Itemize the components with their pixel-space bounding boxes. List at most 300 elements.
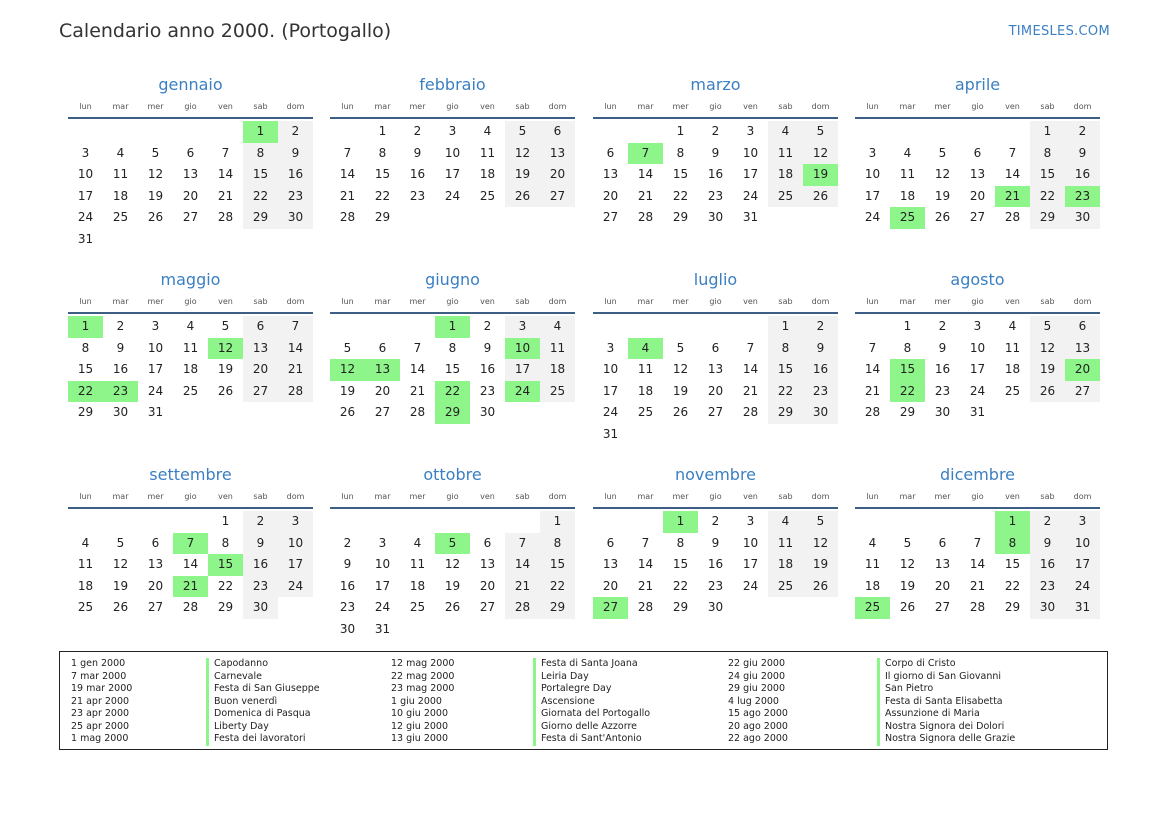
- day-cell[interactable]: 28: [864, 405, 881, 419]
- holiday-day-cell[interactable]: 22: [68, 381, 103, 403]
- day-cell[interactable]: 29: [672, 600, 689, 614]
- holiday-day-cell[interactable]: 1: [435, 316, 470, 338]
- day-cell[interactable]: 26: [934, 210, 951, 224]
- day-cell[interactable]: 23: [934, 383, 951, 398]
- day-cell[interactable]: 18: [1004, 362, 1021, 376]
- day-cell[interactable]: 18: [182, 362, 199, 376]
- day-cell[interactable]: 30: [243, 597, 278, 619]
- day-cell[interactable]: 21: [969, 578, 986, 593]
- day-cell[interactable]: 14: [1004, 167, 1021, 181]
- day-cell[interactable]: 20: [707, 383, 724, 398]
- day-cell[interactable]: 19: [217, 362, 234, 376]
- day-cell[interactable]: 7: [343, 145, 352, 160]
- day-cell[interactable]: 19: [803, 554, 838, 576]
- day-cell[interactable]: 17: [77, 188, 94, 203]
- day-cell[interactable]: 28: [505, 597, 540, 619]
- day-cell[interactable]: 5: [803, 511, 838, 533]
- day-cell[interactable]: 21: [409, 383, 426, 398]
- day-cell[interactable]: 30: [1030, 597, 1065, 619]
- day-cell[interactable]: 3: [151, 319, 160, 333]
- day-cell[interactable]: 24: [147, 383, 164, 398]
- day-cell[interactable]: 10: [969, 340, 986, 355]
- day-cell[interactable]: 9: [938, 340, 947, 355]
- day-cell[interactable]: 11: [768, 143, 803, 165]
- day-cell[interactable]: 12: [147, 167, 164, 181]
- day-cell[interactable]: 14: [409, 362, 426, 376]
- day-cell[interactable]: 3: [378, 535, 387, 550]
- day-cell[interactable]: 1: [540, 511, 575, 533]
- day-cell[interactable]: 26: [899, 600, 916, 614]
- day-cell[interactable]: 11: [768, 533, 803, 555]
- day-cell[interactable]: 1: [221, 514, 230, 528]
- day-cell[interactable]: 3: [868, 145, 877, 160]
- day-cell[interactable]: 22: [672, 188, 689, 203]
- day-cell[interactable]: 17: [147, 362, 164, 376]
- day-cell[interactable]: 2: [243, 511, 278, 533]
- day-cell[interactable]: 7: [413, 340, 422, 355]
- day-cell[interactable]: 19: [672, 383, 689, 398]
- day-cell[interactable]: 20: [147, 578, 164, 593]
- day-cell[interactable]: 20: [243, 359, 278, 381]
- day-cell[interactable]: 26: [147, 210, 164, 224]
- day-cell[interactable]: 29: [1030, 207, 1065, 229]
- day-cell[interactable]: 10: [147, 340, 164, 355]
- holiday-day-cell[interactable]: 19: [803, 164, 838, 186]
- day-cell[interactable]: 13: [479, 557, 496, 571]
- day-cell[interactable]: 12: [899, 557, 916, 571]
- day-cell[interactable]: 22: [540, 576, 575, 598]
- day-cell[interactable]: 23: [243, 576, 278, 598]
- day-cell[interactable]: 19: [1030, 359, 1065, 381]
- day-cell[interactable]: 5: [116, 535, 125, 550]
- day-cell[interactable]: 14: [217, 167, 234, 181]
- day-cell[interactable]: 16: [479, 362, 496, 376]
- day-cell[interactable]: 19: [505, 164, 540, 186]
- day-cell[interactable]: 11: [540, 338, 575, 360]
- holiday-day-cell[interactable]: 15: [208, 554, 243, 576]
- day-cell[interactable]: 27: [1065, 381, 1100, 403]
- day-cell[interactable]: 25: [112, 210, 129, 224]
- day-cell[interactable]: 5: [803, 121, 838, 143]
- day-cell[interactable]: 2: [343, 535, 352, 550]
- day-cell[interactable]: 27: [147, 600, 164, 614]
- day-cell[interactable]: 6: [483, 535, 492, 550]
- day-cell[interactable]: 3: [746, 514, 755, 528]
- day-cell[interactable]: 1: [378, 124, 387, 138]
- day-cell[interactable]: 9: [278, 143, 313, 165]
- day-cell[interactable]: 10: [742, 535, 759, 550]
- day-cell[interactable]: 16: [803, 359, 838, 381]
- day-cell[interactable]: 13: [602, 557, 619, 571]
- day-cell[interactable]: 6: [243, 316, 278, 338]
- day-cell[interactable]: 4: [1008, 319, 1017, 333]
- day-cell[interactable]: 26: [217, 383, 234, 398]
- day-cell[interactable]: 12: [112, 557, 129, 571]
- day-cell[interactable]: 10: [864, 167, 881, 181]
- day-cell[interactable]: 23: [479, 383, 496, 398]
- day-cell[interactable]: 16: [339, 578, 356, 593]
- day-cell[interactable]: 6: [606, 535, 615, 550]
- day-cell[interactable]: 11: [637, 362, 654, 376]
- day-cell[interactable]: 23: [409, 188, 426, 203]
- day-cell[interactable]: 28: [217, 210, 234, 224]
- holiday-day-cell[interactable]: 10: [505, 338, 540, 360]
- day-cell[interactable]: 4: [903, 145, 912, 160]
- day-cell[interactable]: 29: [77, 405, 94, 419]
- day-cell[interactable]: 10: [77, 167, 94, 181]
- day-cell[interactable]: 16: [112, 362, 129, 376]
- day-cell[interactable]: 30: [707, 210, 724, 224]
- day-cell[interactable]: 14: [339, 167, 356, 181]
- day-cell[interactable]: 3: [746, 124, 755, 138]
- day-cell[interactable]: 28: [278, 381, 313, 403]
- day-cell[interactable]: 22: [243, 186, 278, 208]
- day-cell[interactable]: 21: [864, 383, 881, 398]
- day-cell[interactable]: 20: [934, 578, 951, 593]
- day-cell[interactable]: 12: [1030, 338, 1065, 360]
- day-cell[interactable]: 2: [803, 316, 838, 338]
- day-cell[interactable]: 17: [602, 383, 619, 398]
- day-cell[interactable]: 15: [540, 554, 575, 576]
- holiday-day-cell[interactable]: 23: [103, 381, 138, 403]
- day-cell[interactable]: 18: [479, 167, 496, 181]
- day-cell[interactable]: 31: [77, 231, 94, 246]
- day-cell[interactable]: 20: [540, 164, 575, 186]
- day-cell[interactable]: 27: [969, 210, 986, 224]
- day-cell[interactable]: 13: [934, 557, 951, 571]
- day-cell[interactable]: 8: [676, 535, 685, 550]
- day-cell[interactable]: 25: [540, 381, 575, 403]
- day-cell[interactable]: 4: [868, 535, 877, 550]
- day-cell[interactable]: 31: [374, 621, 391, 636]
- day-cell[interactable]: 3: [448, 124, 457, 138]
- holiday-day-cell[interactable]: 7: [173, 533, 208, 555]
- day-cell[interactable]: 17: [864, 188, 881, 203]
- day-cell[interactable]: 26: [803, 576, 838, 598]
- day-cell[interactable]: 14: [182, 557, 199, 571]
- holiday-day-cell[interactable]: 7: [628, 143, 663, 165]
- day-cell[interactable]: 18: [768, 164, 803, 186]
- day-cell[interactable]: 11: [1004, 340, 1021, 355]
- day-cell[interactable]: 12: [934, 167, 951, 181]
- day-cell[interactable]: 13: [1065, 338, 1100, 360]
- day-cell[interactable]: 4: [413, 535, 422, 550]
- holiday-day-cell[interactable]: 29: [435, 402, 470, 424]
- day-cell[interactable]: 24: [444, 188, 461, 203]
- holiday-day-cell[interactable]: 27: [593, 597, 628, 619]
- day-cell[interactable]: 25: [77, 600, 94, 614]
- holiday-day-cell[interactable]: 1: [663, 511, 698, 533]
- day-cell[interactable]: 8: [221, 535, 230, 550]
- day-cell[interactable]: 5: [221, 319, 230, 333]
- day-cell[interactable]: 20: [479, 578, 496, 593]
- day-cell[interactable]: 28: [182, 600, 199, 614]
- day-cell[interactable]: 30: [278, 207, 313, 229]
- day-cell[interactable]: 7: [278, 316, 313, 338]
- day-cell[interactable]: 26: [112, 600, 129, 614]
- day-cell[interactable]: 12: [803, 533, 838, 555]
- day-cell[interactable]: 14: [505, 554, 540, 576]
- day-cell[interactable]: 3: [973, 319, 982, 333]
- holiday-day-cell[interactable]: 25: [890, 207, 925, 229]
- day-cell[interactable]: 24: [1065, 576, 1100, 598]
- day-cell[interactable]: 14: [637, 167, 654, 181]
- day-cell[interactable]: 23: [803, 381, 838, 403]
- day-cell[interactable]: 28: [637, 210, 654, 224]
- day-cell[interactable]: 15: [77, 362, 94, 376]
- day-cell[interactable]: 2: [1030, 511, 1065, 533]
- day-cell[interactable]: 17: [742, 167, 759, 181]
- day-cell[interactable]: 21: [637, 188, 654, 203]
- holiday-day-cell[interactable]: 20: [1065, 359, 1100, 381]
- day-cell[interactable]: 7: [221, 145, 230, 160]
- day-cell[interactable]: 29: [768, 402, 803, 424]
- day-cell[interactable]: 5: [676, 340, 685, 355]
- day-cell[interactable]: 9: [413, 145, 422, 160]
- day-cell[interactable]: 11: [899, 167, 916, 181]
- day-cell[interactable]: 11: [182, 340, 199, 355]
- day-cell[interactable]: 22: [1004, 578, 1021, 593]
- day-cell[interactable]: 9: [1030, 533, 1065, 555]
- day-cell[interactable]: 29: [899, 405, 916, 419]
- day-cell[interactable]: 10: [444, 145, 461, 160]
- holiday-day-cell[interactable]: 15: [890, 359, 925, 381]
- day-cell[interactable]: 13: [707, 362, 724, 376]
- day-cell[interactable]: 5: [1030, 316, 1065, 338]
- day-cell[interactable]: 8: [81, 340, 90, 355]
- day-cell[interactable]: 22: [1030, 186, 1065, 208]
- day-cell[interactable]: 29: [217, 600, 234, 614]
- day-cell[interactable]: 8: [676, 145, 685, 160]
- holiday-day-cell[interactable]: 21: [995, 186, 1030, 208]
- day-cell[interactable]: 29: [1004, 600, 1021, 614]
- day-cell[interactable]: 22: [768, 381, 803, 403]
- day-cell[interactable]: 27: [374, 405, 391, 419]
- day-cell[interactable]: 24: [278, 576, 313, 598]
- day-cell[interactable]: 23: [1030, 576, 1065, 598]
- holiday-day-cell[interactable]: 8: [995, 533, 1030, 555]
- day-cell[interactable]: 1: [676, 124, 685, 138]
- day-cell[interactable]: 21: [637, 578, 654, 593]
- day-cell[interactable]: 15: [444, 362, 461, 376]
- day-cell[interactable]: 24: [742, 578, 759, 593]
- day-cell[interactable]: 13: [243, 338, 278, 360]
- day-cell[interactable]: 12: [672, 362, 689, 376]
- day-cell[interactable]: 11: [409, 557, 426, 571]
- day-cell[interactable]: 1: [768, 316, 803, 338]
- day-cell[interactable]: 25: [1004, 383, 1021, 398]
- day-cell[interactable]: 10: [742, 145, 759, 160]
- day-cell[interactable]: 14: [969, 557, 986, 571]
- day-cell[interactable]: 13: [602, 167, 619, 181]
- day-cell[interactable]: 30: [934, 405, 951, 419]
- day-cell[interactable]: 24: [742, 188, 759, 203]
- day-cell[interactable]: 27: [934, 600, 951, 614]
- day-cell[interactable]: 24: [602, 405, 619, 419]
- day-cell[interactable]: 12: [505, 143, 540, 165]
- day-cell[interactable]: 9: [343, 557, 352, 571]
- day-cell[interactable]: 22: [672, 578, 689, 593]
- day-cell[interactable]: 5: [903, 535, 912, 550]
- day-cell[interactable]: 26: [1030, 381, 1065, 403]
- day-cell[interactable]: 14: [278, 338, 313, 360]
- day-cell[interactable]: 4: [768, 121, 803, 143]
- day-cell[interactable]: 6: [606, 145, 615, 160]
- day-cell[interactable]: 26: [339, 405, 356, 419]
- day-cell[interactable]: 6: [973, 145, 982, 160]
- day-cell[interactable]: 28: [637, 600, 654, 614]
- day-cell[interactable]: 18: [768, 554, 803, 576]
- day-cell[interactable]: 2: [278, 121, 313, 143]
- day-cell[interactable]: 7: [1008, 145, 1017, 160]
- day-cell[interactable]: 27: [707, 405, 724, 419]
- day-cell[interactable]: 9: [483, 340, 492, 355]
- day-cell[interactable]: 9: [711, 145, 720, 160]
- day-cell[interactable]: 11: [479, 145, 496, 160]
- day-cell[interactable]: 21: [505, 576, 540, 598]
- day-cell[interactable]: 23: [339, 600, 356, 614]
- day-cell[interactable]: 8: [243, 143, 278, 165]
- day-cell[interactable]: 29: [243, 207, 278, 229]
- day-cell[interactable]: 3: [606, 340, 615, 355]
- day-cell[interactable]: 22: [374, 188, 391, 203]
- day-cell[interactable]: 18: [637, 383, 654, 398]
- day-cell[interactable]: 26: [505, 186, 540, 208]
- day-cell[interactable]: 3: [81, 145, 90, 160]
- day-cell[interactable]: 19: [339, 383, 356, 398]
- day-cell[interactable]: 31: [147, 405, 164, 419]
- day-cell[interactable]: 9: [711, 535, 720, 550]
- day-cell[interactable]: 29: [374, 210, 391, 224]
- day-cell[interactable]: 2: [1065, 121, 1100, 143]
- day-cell[interactable]: 27: [182, 210, 199, 224]
- day-cell[interactable]: 15: [672, 557, 689, 571]
- day-cell[interactable]: 8: [448, 340, 457, 355]
- day-cell[interactable]: 20: [182, 188, 199, 203]
- day-cell[interactable]: 18: [540, 359, 575, 381]
- day-cell[interactable]: 15: [374, 167, 391, 181]
- day-cell[interactable]: 17: [505, 359, 540, 381]
- day-cell[interactable]: 17: [444, 167, 461, 181]
- day-cell[interactable]: 6: [938, 535, 947, 550]
- day-cell[interactable]: 24: [77, 210, 94, 224]
- day-cell[interactable]: 12: [444, 557, 461, 571]
- day-cell[interactable]: 17: [278, 554, 313, 576]
- day-cell[interactable]: 21: [217, 188, 234, 203]
- day-cell[interactable]: 14: [742, 362, 759, 376]
- day-cell[interactable]: 15: [1004, 557, 1021, 571]
- day-cell[interactable]: 13: [147, 557, 164, 571]
- day-cell[interactable]: 16: [278, 164, 313, 186]
- holiday-day-cell[interactable]: 25: [855, 597, 890, 619]
- day-cell[interactable]: 18: [112, 188, 129, 203]
- day-cell[interactable]: 24: [864, 210, 881, 224]
- day-cell[interactable]: 31: [969, 405, 986, 419]
- day-cell[interactable]: 11: [77, 557, 94, 571]
- day-cell[interactable]: 17: [1065, 554, 1100, 576]
- day-cell[interactable]: 7: [641, 535, 650, 550]
- day-cell[interactable]: 4: [186, 319, 195, 333]
- day-cell[interactable]: 8: [540, 533, 575, 555]
- day-cell[interactable]: 2: [116, 319, 125, 333]
- holiday-day-cell[interactable]: 13: [365, 359, 400, 381]
- day-cell[interactable]: 15: [768, 359, 803, 381]
- day-cell[interactable]: 22: [217, 578, 234, 593]
- day-cell[interactable]: 9: [803, 338, 838, 360]
- day-cell[interactable]: 30: [479, 405, 496, 419]
- day-cell[interactable]: 26: [803, 186, 838, 208]
- day-cell[interactable]: 27: [540, 186, 575, 208]
- day-cell[interactable]: 17: [374, 578, 391, 593]
- day-cell[interactable]: 4: [116, 145, 125, 160]
- holiday-day-cell[interactable]: 12: [330, 359, 365, 381]
- day-cell[interactable]: 3: [278, 511, 313, 533]
- day-cell[interactable]: 11: [864, 557, 881, 571]
- day-cell[interactable]: 8: [1030, 143, 1065, 165]
- day-cell[interactable]: 4: [540, 316, 575, 338]
- day-cell[interactable]: 30: [339, 621, 356, 636]
- holiday-day-cell[interactable]: 23: [1065, 186, 1100, 208]
- day-cell[interactable]: 13: [969, 167, 986, 181]
- day-cell[interactable]: 25: [182, 383, 199, 398]
- day-cell[interactable]: 20: [969, 188, 986, 203]
- day-cell[interactable]: 19: [934, 188, 951, 203]
- day-cell[interactable]: 16: [1065, 164, 1100, 186]
- day-cell[interactable]: 14: [864, 362, 881, 376]
- day-cell[interactable]: 30: [1065, 207, 1100, 229]
- day-cell[interactable]: 23: [707, 188, 724, 203]
- day-cell[interactable]: 7: [868, 340, 877, 355]
- day-cell[interactable]: 19: [899, 578, 916, 593]
- day-cell[interactable]: 3: [505, 316, 540, 338]
- day-cell[interactable]: 19: [444, 578, 461, 593]
- day-cell[interactable]: 29: [672, 210, 689, 224]
- day-cell[interactable]: 8: [768, 338, 803, 360]
- day-cell[interactable]: 16: [707, 557, 724, 571]
- day-cell[interactable]: 16: [243, 554, 278, 576]
- day-cell[interactable]: 7: [746, 340, 755, 355]
- day-cell[interactable]: 4: [81, 535, 90, 550]
- day-cell[interactable]: 6: [540, 121, 575, 143]
- day-cell[interactable]: 20: [374, 383, 391, 398]
- holiday-day-cell[interactable]: 24: [505, 381, 540, 403]
- day-cell[interactable]: 2: [711, 514, 720, 528]
- holiday-day-cell[interactable]: 21: [173, 576, 208, 598]
- day-cell[interactable]: 17: [742, 557, 759, 571]
- day-cell[interactable]: 25: [768, 576, 803, 598]
- day-cell[interactable]: 24: [374, 600, 391, 614]
- day-cell[interactable]: 11: [112, 167, 129, 181]
- day-cell[interactable]: 15: [243, 164, 278, 186]
- day-cell[interactable]: 31: [602, 426, 619, 441]
- day-cell[interactable]: 26: [444, 600, 461, 614]
- day-cell[interactable]: 18: [899, 188, 916, 203]
- day-cell[interactable]: 6: [151, 535, 160, 550]
- day-cell[interactable]: 31: [742, 210, 759, 224]
- day-cell[interactable]: 21: [742, 383, 759, 398]
- day-cell[interactable]: 6: [711, 340, 720, 355]
- day-cell[interactable]: 5: [938, 145, 947, 160]
- holiday-day-cell[interactable]: 1: [995, 511, 1030, 533]
- day-cell[interactable]: 28: [339, 210, 356, 224]
- day-cell[interactable]: 10: [374, 557, 391, 571]
- day-cell[interactable]: 19: [147, 188, 164, 203]
- day-cell[interactable]: 25: [479, 188, 496, 203]
- day-cell[interactable]: 1: [903, 319, 912, 333]
- day-cell[interactable]: 6: [378, 340, 387, 355]
- day-cell[interactable]: 30: [112, 405, 129, 419]
- day-cell[interactable]: 10: [278, 533, 313, 555]
